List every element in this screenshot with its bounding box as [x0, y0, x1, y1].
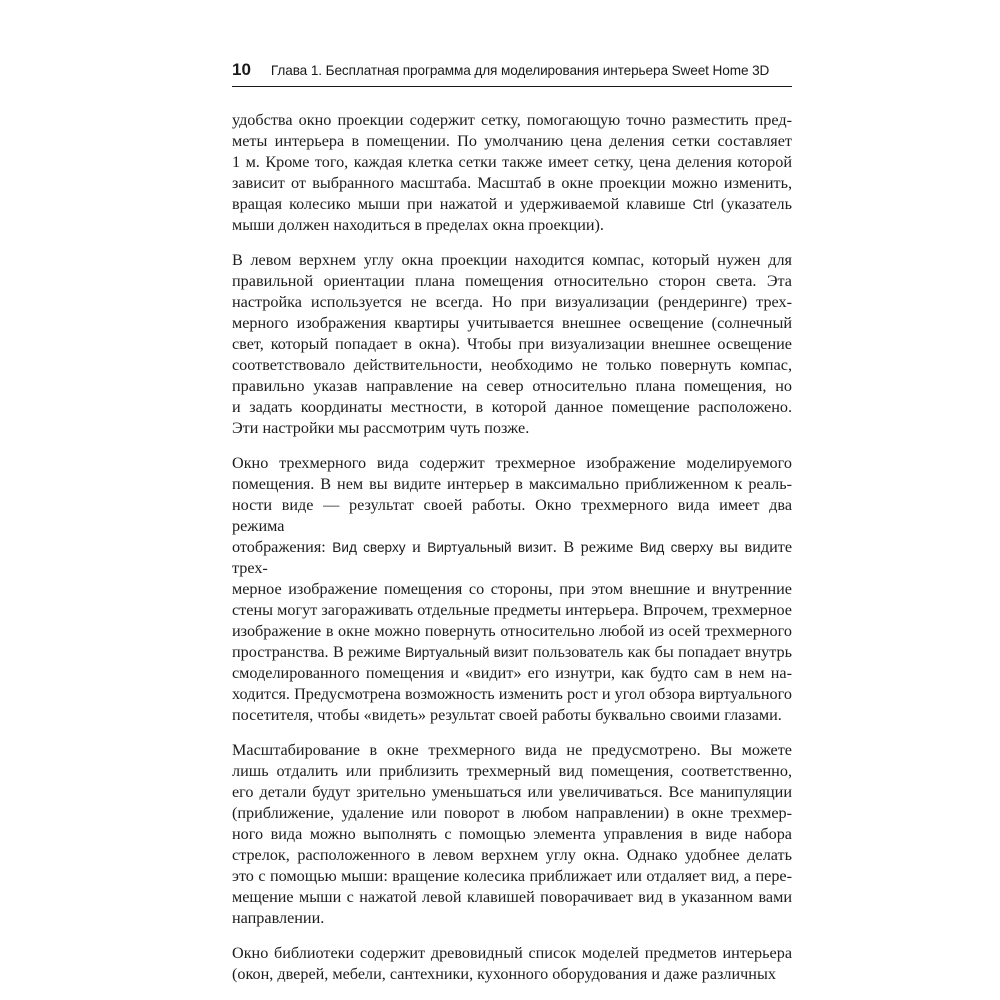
- text-run: вы видите трех-: [232, 538, 793, 577]
- text-line: [232, 964, 792, 985]
- text-line: [232, 292, 792, 313]
- text-line: [232, 131, 792, 152]
- text-line: [232, 376, 792, 397]
- text-run: ности виде — результат своей работы. Окно трехмерного вида имеет два режима: [232, 496, 792, 535]
- text-run: вращая колесико мыши при нажатой и удерживаемой клавише: [232, 195, 693, 213]
- text-run: это с помощью мыши: вращение колесика приближает или отдаляет вид, а пере-: [232, 867, 792, 885]
- text-line: [232, 740, 792, 761]
- header-rule: [232, 86, 792, 87]
- paragraph-3: [232, 453, 792, 726]
- text-run: 1 м. Кроме того, каждая клетка сетки также имеет сетку, цена деления которой: [232, 153, 792, 171]
- text-run: (приближение, удаление или поворот в любом направлении) в окне трехмер-: [232, 804, 792, 822]
- text-line: [232, 887, 792, 908]
- text-line: [232, 600, 792, 621]
- text-line: [232, 474, 792, 495]
- text-line: [232, 908, 792, 929]
- text-run: и: [405, 538, 428, 556]
- paragraph-2: [232, 250, 792, 439]
- chapter-title: Глава 1. Бесплатная программа для моделирования интерьера Sweet Home 3D: [270, 63, 770, 78]
- ui-term: Вид сверху: [332, 540, 406, 555]
- text-run: Окно трехмерного вида содержит трехмерное изображение моделируемого: [232, 454, 792, 472]
- text-line: [232, 271, 792, 292]
- text-run: настройка используется не всегда. Но при визуализации (рендеринге) трех-: [232, 293, 792, 311]
- text-run: отображения:: [232, 538, 333, 556]
- text-run: (окон, дверей, мебели, сантехники, кухонного оборудования и даже различных: [232, 965, 776, 983]
- paragraph-4: [232, 740, 792, 929]
- ui-term: Виртуальный визит: [405, 645, 529, 660]
- text-run: стены могут загораживать отдельные предметы интерьера. Впрочем, трехмерное: [232, 601, 792, 619]
- text-run: мерное изображение помещения со стороны, при этом внешние и внутренние: [232, 580, 792, 598]
- text-line: [232, 845, 792, 866]
- text-line: [232, 355, 792, 376]
- text-line: [232, 152, 792, 173]
- text-line: [232, 943, 792, 964]
- text-line: [232, 250, 792, 271]
- text-run: (указатель: [713, 195, 792, 213]
- running-head: [232, 60, 792, 84]
- text-run: пространства. В режиме: [232, 643, 406, 661]
- ui-term: Виртуальный визит: [427, 540, 553, 555]
- text-run: мыши должен находиться в пределах окна проекции).: [232, 216, 604, 234]
- text-line: [232, 453, 792, 474]
- text-run: посетителя, чтобы «видеть» результат своей работы буквально своими глазами.: [232, 706, 782, 724]
- text-line: [232, 173, 792, 194]
- text-run: удобства окно проекции содержит сетку, помогающую точно разместить пред-: [232, 111, 792, 129]
- text-run: Окно библиотеки содержит древовидный список моделей предметов интерьера: [232, 944, 792, 962]
- text-run: лишь отдалить или приблизить трехмерный вид помещения, соответственно,: [232, 762, 792, 780]
- paragraph-1: [232, 110, 792, 236]
- ui-term: Вид сверху: [639, 540, 713, 555]
- text-run: пользователь как бы попадает внутрь: [528, 643, 792, 661]
- text-run: его детали будут зрительно уменьшаться или увеличиваться. Все манипуляции: [232, 783, 792, 801]
- text-run: зависит от выбранного масштаба. Масштаб в окне проекции можно изменить,: [232, 174, 792, 192]
- text-run: свет, который попадает в окна). Чтобы при визуализации внешнее освещение: [232, 335, 792, 353]
- text-run: и задать координаты местности, в которой данное помещение расположено.: [232, 398, 792, 416]
- text-line: [232, 215, 792, 236]
- text-line: [232, 621, 792, 642]
- text-run: помещения. В нем вы видите интерьер в максимально приближенном к реаль-: [232, 475, 792, 493]
- text-run: правильной ориентации плана помещения относительно сторон света. Эта: [232, 272, 792, 290]
- text-run: мерного изображения квартиры учитывается внешнее освещение (солнечный: [232, 314, 792, 332]
- text-run: направлении.: [232, 909, 325, 927]
- ui-term: Ctrl: [692, 197, 714, 212]
- text-line: [232, 866, 792, 887]
- text-run: стрелок, расположенного в левом верхнем углу окна. Однако удобнее делать: [232, 846, 792, 864]
- text-line: [232, 782, 792, 803]
- text-line: [232, 495, 792, 537]
- text-line: [232, 642, 792, 663]
- text-run: ходится. Предусмотрена возможность изменить рост и угол обзора виртуального: [232, 685, 792, 703]
- page-number: 10: [232, 60, 251, 79]
- text-run: мещение мыши с нажатой левой клавишей поворачивает вид в указанном вами: [232, 888, 792, 906]
- text-run: Эти настройки мы рассмотрим чуть позже.: [232, 419, 530, 437]
- body-text: [232, 110, 792, 999]
- text-line: [232, 663, 792, 684]
- text-run: . В режиме: [552, 538, 640, 556]
- text-line: [232, 194, 792, 215]
- text-run: соответствовало действительности, необходимо не только повернуть компас,: [232, 356, 792, 374]
- text-line: [232, 334, 792, 355]
- paragraph-5: [232, 943, 792, 985]
- text-line: [232, 313, 792, 334]
- text-line: [232, 537, 792, 579]
- text-line: [232, 397, 792, 418]
- text-run: изображение в окне можно повернуть относительно любой из осей трехмерного: [232, 622, 792, 640]
- text-run: смоделированного помещения и «видит» его изнутри, как будто сам в нем на-: [232, 664, 792, 682]
- text-line: [232, 705, 792, 726]
- text-line: [232, 761, 792, 782]
- text-run: ного вида можно выполнять с помощью элемента управления в виде набора: [232, 825, 792, 843]
- text-line: [232, 684, 792, 705]
- book-page: [232, 0, 792, 1000]
- text-line: [232, 418, 792, 439]
- text-run: меты интерьера в помещении. По умолчанию цена деления сетки составляет: [232, 132, 792, 150]
- text-run: В левом верхнем углу окна проекции находится компас, который нужен для: [232, 251, 792, 269]
- text-line: [232, 579, 792, 600]
- text-line: [232, 803, 792, 824]
- text-line: [232, 110, 792, 131]
- text-line: [232, 824, 792, 845]
- text-run: Масштабирование в окне трехмерного вида не предусмотрено. Вы можете: [232, 741, 792, 759]
- text-run: правильно указав направление на север относительно плана помещения, но: [232, 377, 792, 395]
